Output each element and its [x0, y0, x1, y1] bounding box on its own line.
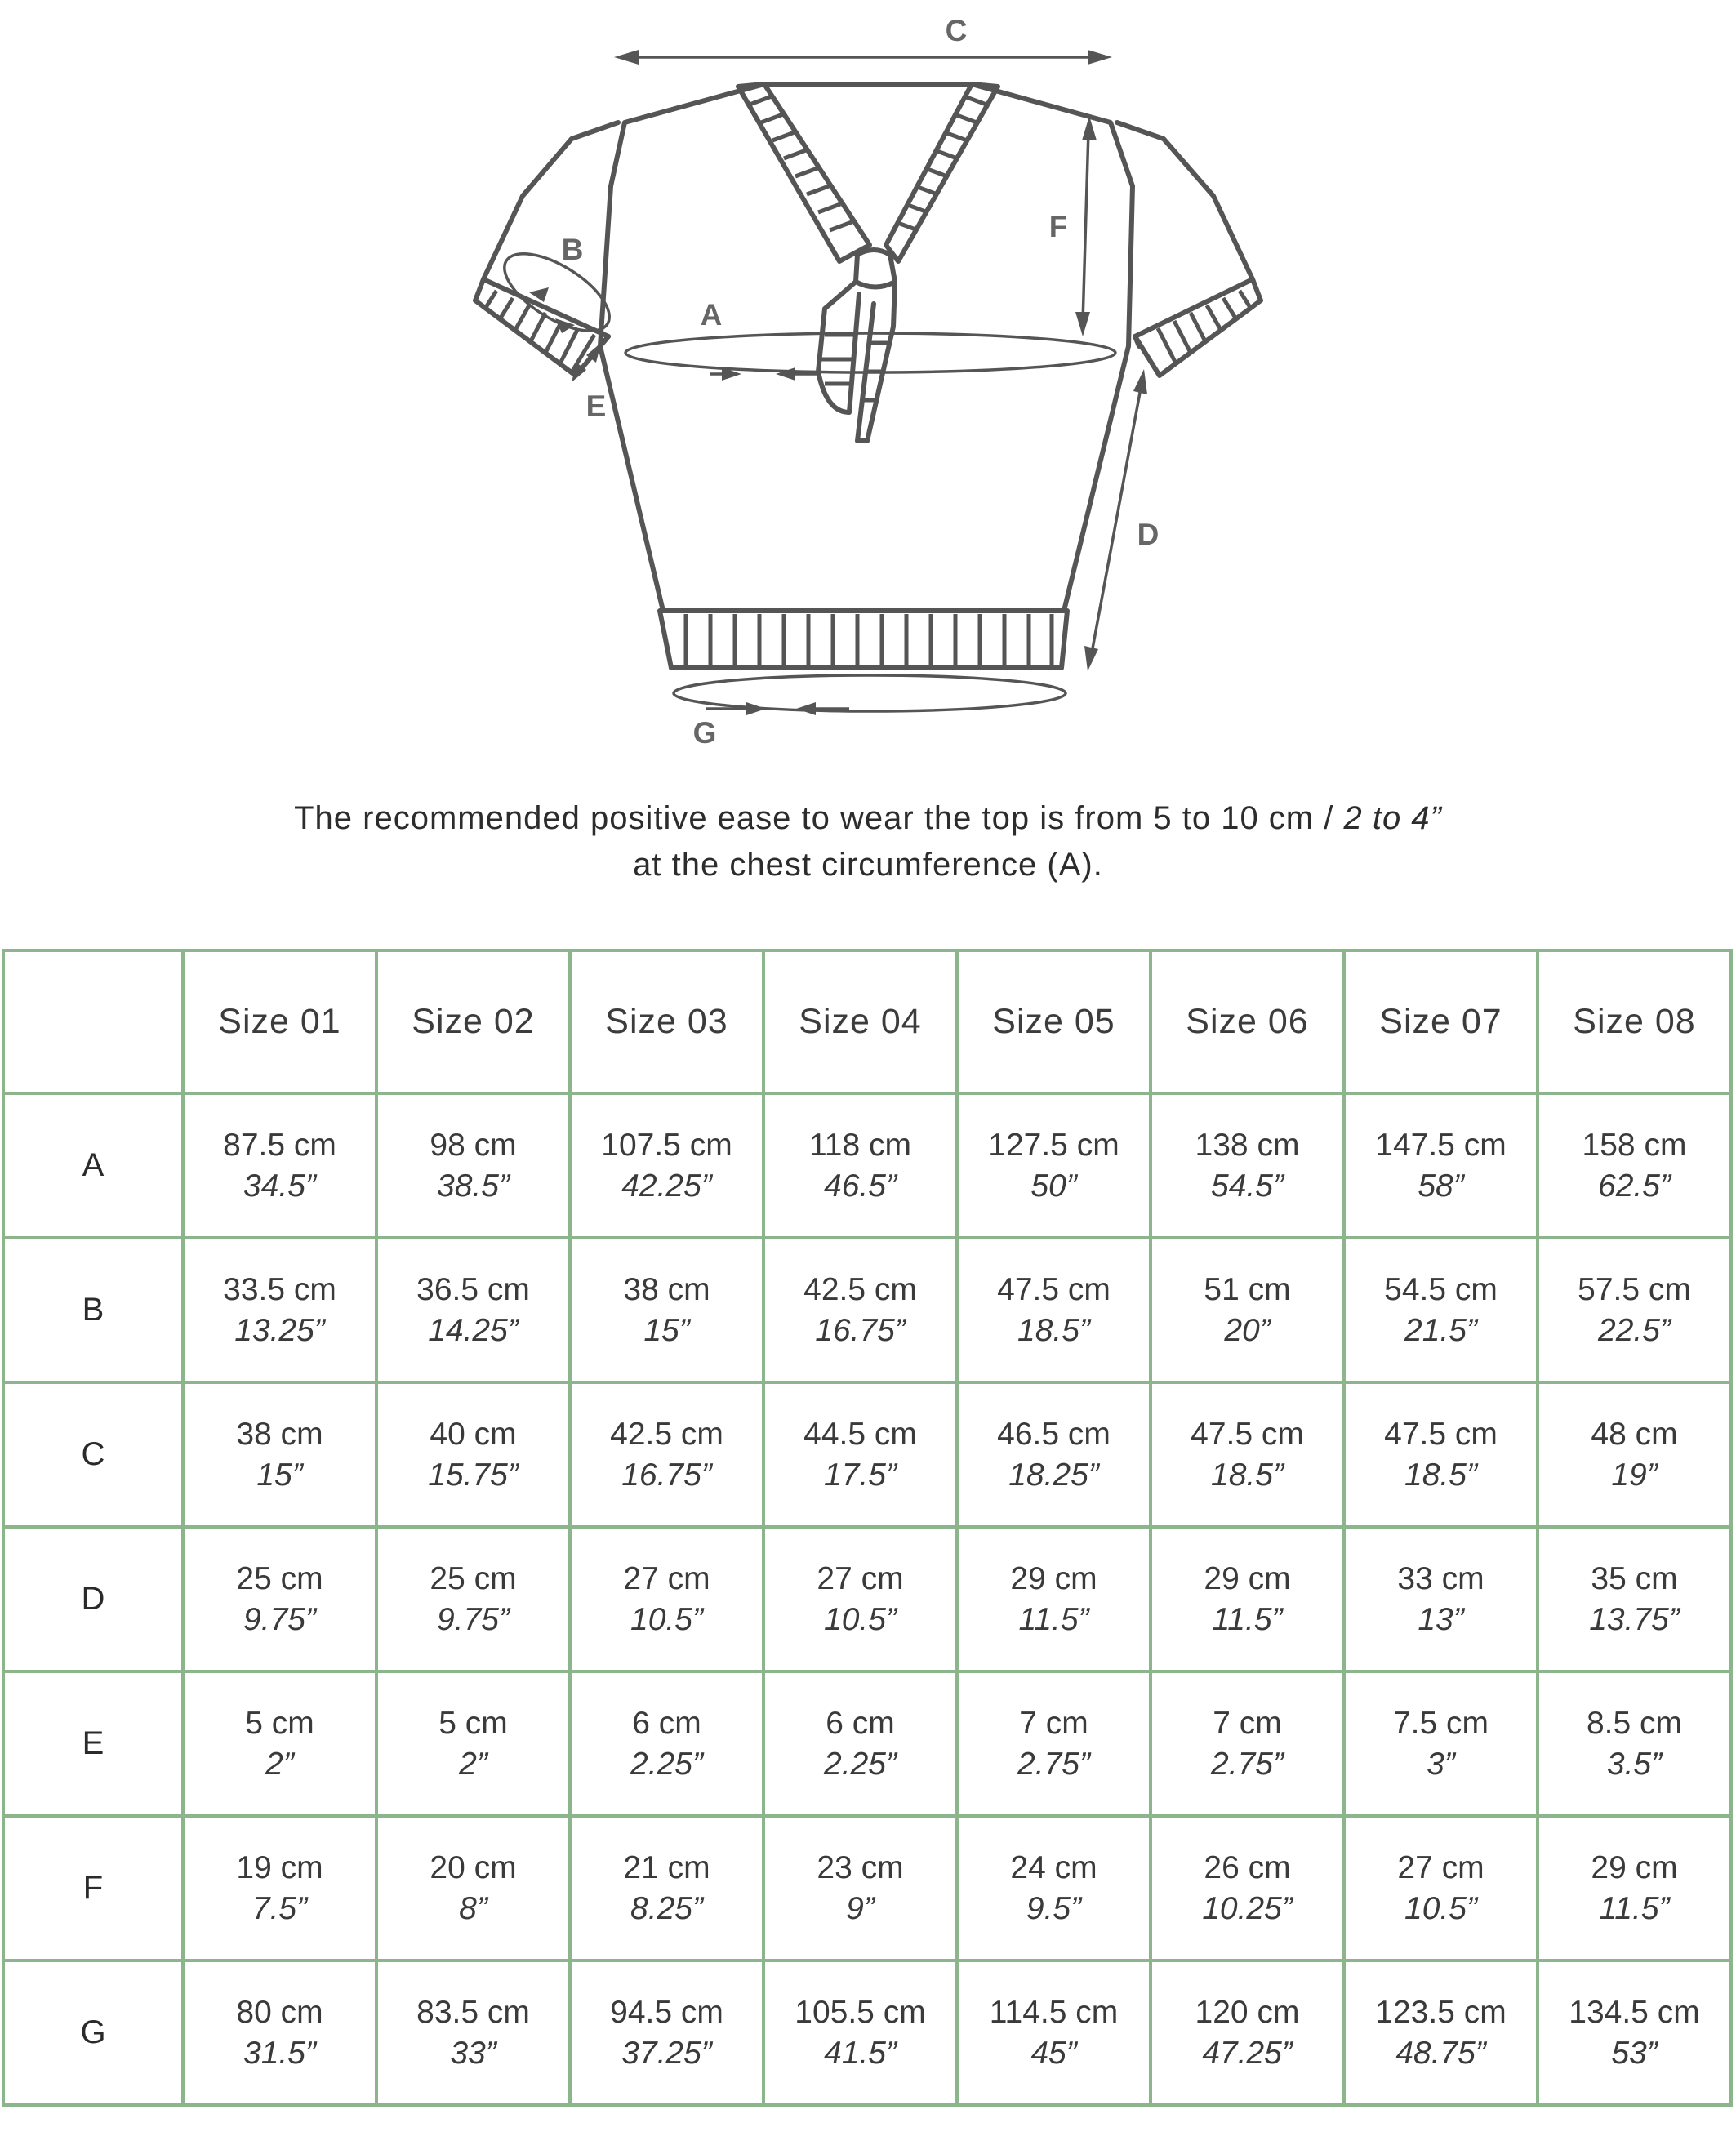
size-header-row: [3, 950, 1731, 1093]
value-inches: 54.5”: [1211, 1168, 1284, 1204]
value-inches: 2.75”: [1211, 1746, 1284, 1782]
measurement-cell: [763, 1527, 957, 1671]
size-header: Size 06: [1151, 950, 1344, 1093]
value-inches: 10.5”: [1404, 1890, 1477, 1926]
value-cm: 7 cm: [1019, 1705, 1088, 1741]
value-inches: 16.75”: [815, 1312, 906, 1348]
measurement-cell: [763, 1238, 957, 1382]
measurement-cell: [957, 1238, 1151, 1382]
value-cm: 80 cm: [236, 1994, 323, 2030]
value-cm: 23 cm: [817, 1849, 904, 1885]
value-inches: 2”: [265, 1746, 294, 1782]
value-inches: 53”: [1611, 2035, 1658, 2071]
value-cm: 134.5 cm: [1569, 1994, 1700, 2030]
size-header: Size 05: [957, 950, 1151, 1093]
value-inches: 13.25”: [234, 1312, 325, 1348]
measurement-cell: [1538, 1093, 1731, 1238]
measurement-cell: [1538, 1527, 1731, 1671]
value-inches: 10.5”: [630, 1601, 703, 1637]
value-inches: 20”: [1224, 1312, 1271, 1348]
value-inches: 9.75”: [437, 1601, 510, 1637]
measurement-cell: [183, 1816, 376, 1960]
value-inches: 50”: [1030, 1168, 1077, 1204]
measurement-cell: [1151, 1960, 1344, 2105]
measurement-cell: [376, 1093, 570, 1238]
value-inches: 9.75”: [243, 1601, 316, 1637]
value-inches: 18.5”: [1404, 1457, 1477, 1493]
measurement-cell: [376, 1960, 570, 2105]
value-cm: 6 cm: [632, 1705, 701, 1741]
value-cm: 47.5 cm: [1191, 1416, 1304, 1452]
size-header: Size 07: [1344, 950, 1538, 1093]
measurement-cell: [1344, 1671, 1538, 1816]
measurement-cell: [763, 1671, 957, 1816]
label-b: B: [561, 233, 584, 266]
value-cm: 105.5 cm: [795, 1994, 926, 2030]
measurement-cell: [183, 1671, 376, 1816]
value-cm: 25 cm: [236, 1560, 323, 1596]
measurement-cell: [957, 1960, 1151, 2105]
value-inches: 48.75”: [1395, 2035, 1486, 2071]
value-cm: 29 cm: [1010, 1560, 1097, 1596]
ease-note-line-2: at the chest circumference (A).: [633, 847, 1103, 883]
value-inches: 3”: [1427, 1746, 1455, 1782]
size-table: [2, 949, 1733, 2107]
value-inches: 42.25”: [621, 1168, 712, 1204]
measurement-cell: [763, 1093, 957, 1238]
neckline-band: [738, 84, 998, 441]
value-cm: 27 cm: [817, 1560, 904, 1596]
measurement-cell: [1151, 1816, 1344, 1960]
measurement-g-ellipse: [674, 675, 1066, 715]
value-cm: 127.5 cm: [988, 1127, 1119, 1163]
value-cm: 94.5 cm: [610, 1994, 723, 2030]
value-inches: 2.25”: [630, 1746, 703, 1782]
ease-note-line-1: [0, 800, 1736, 837]
value-inches: 31.5”: [243, 2035, 316, 2071]
garment-schematic: [0, 0, 1736, 759]
label-e: E: [585, 389, 607, 423]
measurement-cell: [570, 1382, 763, 1527]
value-inches: 11.5”: [1212, 1601, 1283, 1637]
value-inches: 17.5”: [824, 1457, 897, 1493]
value-cm: 57.5 cm: [1578, 1271, 1691, 1307]
measurement-cell: [1538, 1382, 1731, 1527]
ease-note-inches: 2 to 4”: [1343, 800, 1442, 836]
size-header: Size 03: [570, 950, 763, 1093]
value-inches: 13.75”: [1589, 1601, 1680, 1637]
measurement-cell: [957, 1527, 1151, 1671]
value-cm: 7 cm: [1213, 1705, 1282, 1741]
measurement-label: G: [3, 1960, 183, 2105]
value-cm: 158 cm: [1582, 1127, 1687, 1163]
size-header: Size 02: [376, 950, 570, 1093]
ease-note-main: The recommended positive ease to wear the top is from 5 to 10 cm /: [294, 800, 1344, 836]
measurement-cell: [570, 1816, 763, 1960]
measurement-f-arrow: [1075, 116, 1097, 336]
value-cm: 5 cm: [245, 1705, 314, 1741]
value-inches: 15.75”: [428, 1457, 519, 1493]
value-inches: 15”: [256, 1457, 303, 1493]
measurement-cell: [1344, 1816, 1538, 1960]
measurement-cell: [1151, 1093, 1344, 1238]
value-inches: 11.5”: [1018, 1601, 1089, 1637]
measurement-cell: [1151, 1671, 1344, 1816]
value-inches: 38.5”: [437, 1168, 510, 1204]
measurement-cell: [957, 1671, 1151, 1816]
value-cm: 29 cm: [1204, 1560, 1291, 1596]
measurement-cell: [1151, 1382, 1344, 1527]
label-f: F: [1048, 210, 1068, 243]
size-header: Size 01: [183, 950, 376, 1093]
measurement-cell: [183, 1093, 376, 1238]
value-inches: 11.5”: [1599, 1890, 1670, 1926]
value-cm: 42.5 cm: [610, 1416, 723, 1452]
value-cm: 46.5 cm: [997, 1416, 1111, 1452]
measurement-cell: [1538, 1238, 1731, 1382]
measurement-cell: [957, 1816, 1151, 1960]
measurement-cell: [183, 1527, 376, 1671]
measurement-cell: [1344, 1093, 1538, 1238]
measurement-c-arrow: [614, 50, 1112, 65]
value-cm: 118 cm: [809, 1127, 911, 1163]
value-cm: 120 cm: [1195, 1994, 1300, 2030]
value-cm: 54.5 cm: [1384, 1271, 1498, 1307]
value-cm: 33 cm: [1397, 1560, 1485, 1596]
value-cm: 47.5 cm: [997, 1271, 1111, 1307]
measurement-cell: [183, 1382, 376, 1527]
measurement-cell: [1151, 1238, 1344, 1382]
measurement-cell: [570, 1960, 763, 2105]
size-header: Size 08: [1538, 950, 1731, 1093]
label-a: A: [700, 298, 723, 332]
value-inches: 16.75”: [621, 1457, 712, 1493]
value-inches: 8”: [459, 1890, 487, 1926]
value-cm: 33.5 cm: [223, 1271, 336, 1307]
value-inches: 2”: [459, 1746, 487, 1782]
value-inches: 34.5”: [243, 1168, 316, 1204]
measurement-cell: [1344, 1527, 1538, 1671]
value-cm: 87.5 cm: [223, 1127, 336, 1163]
value-cm: 27 cm: [623, 1560, 710, 1596]
value-cm: 123.5 cm: [1375, 1994, 1507, 2030]
measurement-cell: [763, 1382, 957, 1527]
value-cm: 7.5 cm: [1392, 1705, 1489, 1741]
value-inches: 41.5”: [824, 2035, 897, 2071]
value-inches: 22.5”: [1598, 1312, 1671, 1348]
value-inches: 3.5”: [1606, 1746, 1663, 1782]
table-row: [3, 1527, 1731, 1671]
value-cm: 19 cm: [236, 1849, 323, 1885]
value-cm: 114.5 cm: [989, 1994, 1119, 2030]
value-inches: 14.25”: [428, 1312, 519, 1348]
value-cm: 25 cm: [430, 1560, 517, 1596]
table-row: [3, 1093, 1731, 1238]
label-g: G: [692, 716, 717, 750]
measurement-label: E: [3, 1671, 183, 1816]
measurement-cell: [763, 1960, 957, 2105]
measurement-cell: [183, 1238, 376, 1382]
value-inches: 58”: [1418, 1168, 1464, 1204]
value-cm: 35 cm: [1591, 1560, 1678, 1596]
measurement-cell: [570, 1238, 763, 1382]
measurement-label: A: [3, 1093, 183, 1238]
value-inches: 21.5”: [1404, 1312, 1477, 1348]
value-inches: 18.25”: [1008, 1457, 1099, 1493]
value-inches: 18.5”: [1211, 1457, 1284, 1493]
measurement-label: F: [3, 1816, 183, 1960]
value-inches: 47.25”: [1202, 2035, 1293, 2071]
measurement-label: C: [3, 1382, 183, 1527]
value-cm: 40 cm: [430, 1416, 517, 1452]
value-cm: 36.5 cm: [416, 1271, 530, 1307]
measurement-cell: [376, 1816, 570, 1960]
value-cm: 20 cm: [430, 1849, 517, 1885]
value-cm: 8.5 cm: [1586, 1705, 1683, 1741]
measurement-cell: [376, 1527, 570, 1671]
value-cm: 6 cm: [826, 1705, 895, 1741]
value-cm: 44.5 cm: [803, 1416, 917, 1452]
value-inches: 33”: [450, 2035, 496, 2071]
value-cm: 38 cm: [623, 1271, 710, 1307]
label-d: D: [1137, 518, 1160, 551]
value-cm: 26 cm: [1204, 1849, 1291, 1885]
value-inches: 10.25”: [1202, 1890, 1293, 1926]
value-cm: 42.5 cm: [803, 1271, 917, 1307]
value-cm: 29 cm: [1591, 1849, 1678, 1885]
measurement-cell: [1151, 1527, 1344, 1671]
right-sleeve-cuff: [1135, 279, 1261, 376]
value-inches: 9”: [846, 1890, 875, 1926]
table-row: [3, 1816, 1731, 1960]
value-cm: 5 cm: [438, 1705, 508, 1741]
value-inches: 62.5”: [1598, 1168, 1671, 1204]
value-inches: 13”: [1418, 1601, 1464, 1637]
value-inches: 18.5”: [1017, 1312, 1090, 1348]
value-cm: 24 cm: [1010, 1849, 1097, 1885]
measurement-cell: [763, 1816, 957, 1960]
value-cm: 47.5 cm: [1384, 1416, 1498, 1452]
value-inches: 15”: [643, 1312, 690, 1348]
value-inches: 2.75”: [1017, 1746, 1090, 1782]
value-inches: 7.5”: [251, 1890, 308, 1926]
measurement-cell: [1344, 1960, 1538, 2105]
value-inches: 45”: [1030, 2035, 1077, 2071]
label-c: C: [945, 14, 968, 47]
table-row: [3, 1671, 1731, 1816]
size-header: Size 04: [763, 950, 957, 1093]
measurement-cell: [376, 1238, 570, 1382]
measurement-cell: [570, 1671, 763, 1816]
measurement-cell: [376, 1671, 570, 1816]
measurement-cell: [1344, 1382, 1538, 1527]
value-cm: 107.5 cm: [601, 1127, 732, 1163]
value-cm: 51 cm: [1204, 1271, 1291, 1307]
value-cm: 147.5 cm: [1375, 1127, 1507, 1163]
hem-band: [660, 611, 1067, 668]
table-row: [3, 1960, 1731, 2105]
value-cm: 38 cm: [236, 1416, 323, 1452]
value-inches: 19”: [1611, 1457, 1658, 1493]
measurement-label: B: [3, 1238, 183, 1382]
measurement-label: D: [3, 1527, 183, 1671]
value-cm: 138 cm: [1195, 1127, 1300, 1163]
value-inches: 10.5”: [824, 1601, 897, 1637]
value-cm: 98 cm: [430, 1127, 517, 1163]
measurement-cell: [957, 1382, 1151, 1527]
value-cm: 48 cm: [1591, 1416, 1678, 1452]
value-inches: 37.25”: [621, 2035, 712, 2071]
value-inches: 8.25”: [630, 1890, 703, 1926]
value-inches: 2.25”: [824, 1746, 897, 1782]
measurement-cell: [1538, 1671, 1731, 1816]
value-inches: 46.5”: [824, 1168, 897, 1204]
table-row: [3, 1382, 1731, 1527]
measurement-cell: [1538, 1960, 1731, 2105]
measurement-cell: [957, 1093, 1151, 1238]
measurement-cell: [570, 1527, 763, 1671]
measurement-cell: [183, 1960, 376, 2105]
measurement-cell: [570, 1093, 763, 1238]
value-cm: 27 cm: [1397, 1849, 1485, 1885]
measurement-cell: [1344, 1238, 1538, 1382]
value-cm: 83.5 cm: [416, 1994, 530, 2030]
value-cm: 21 cm: [623, 1849, 710, 1885]
table-row: [3, 1238, 1731, 1382]
corner-cell: [3, 950, 183, 1093]
measurement-cell: [1538, 1816, 1731, 1960]
value-inches: 9.5”: [1026, 1890, 1082, 1926]
measurement-cell: [376, 1382, 570, 1527]
